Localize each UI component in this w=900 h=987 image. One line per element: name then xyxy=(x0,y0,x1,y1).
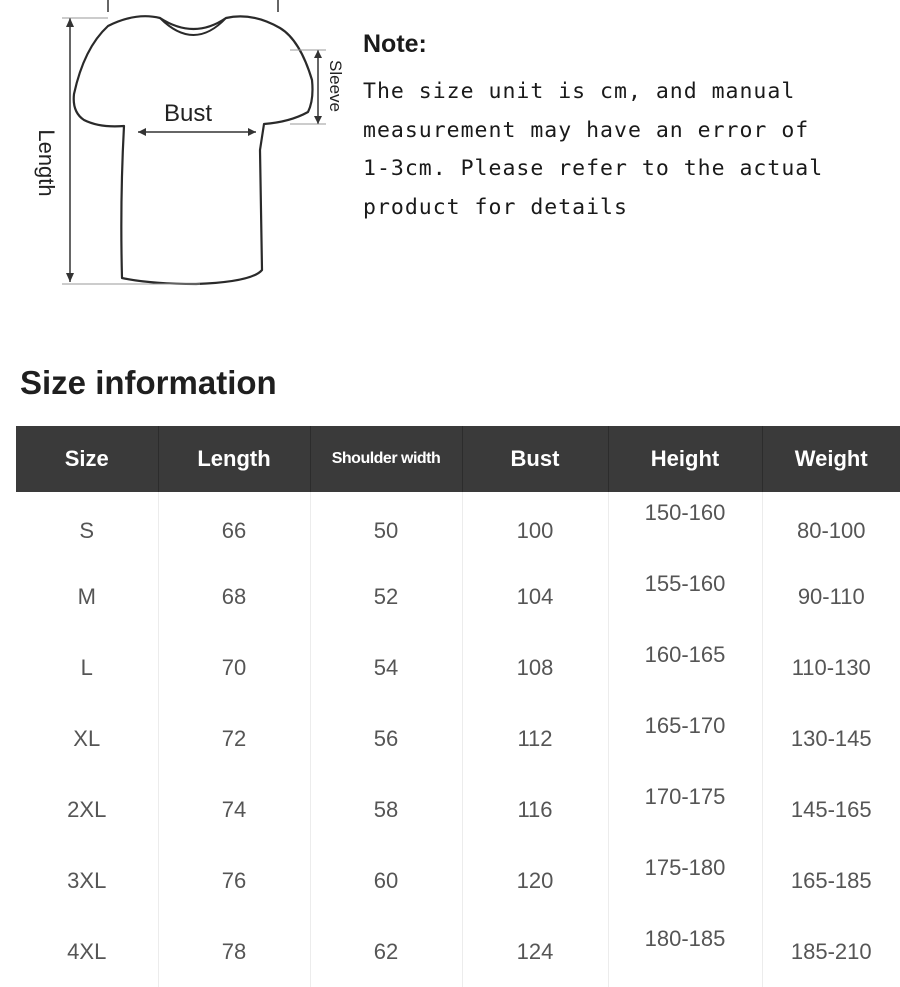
table-header-row xyxy=(16,426,900,492)
cell-size: M xyxy=(16,561,158,632)
table-row xyxy=(16,916,900,987)
column-header-shoulder-width: Shoulder width xyxy=(310,426,462,492)
cell-size: 3XL xyxy=(16,845,158,916)
note-line: product for details xyxy=(363,194,628,220)
cell-bust: 104 xyxy=(462,561,608,632)
table-row xyxy=(16,492,900,561)
note-text xyxy=(363,73,883,227)
cell-height: 180-185 xyxy=(608,916,762,987)
cell-weight: 130-145 xyxy=(762,703,900,774)
cell-shoulder-width: 62 xyxy=(310,916,462,987)
table-row xyxy=(16,845,900,916)
cell-bust: 116 xyxy=(462,774,608,845)
column-header-size: Size xyxy=(16,426,158,492)
cell-length: 78 xyxy=(158,916,310,987)
cell-length: 74 xyxy=(158,774,310,845)
cell-length: 70 xyxy=(158,632,310,703)
note-line: The size unit is cm, and manual xyxy=(363,79,796,104)
sleeve-label: Sleeve xyxy=(326,60,345,112)
table-row xyxy=(16,561,900,632)
cell-size: S xyxy=(16,492,158,561)
cell-height: 175-180 xyxy=(608,845,762,916)
cell-height: 165-170 xyxy=(608,703,762,774)
table-row xyxy=(16,774,900,845)
cell-shoulder-width: 60 xyxy=(310,845,462,916)
note-title: Note: xyxy=(363,30,427,58)
cell-weight: 165-185 xyxy=(762,845,900,916)
column-header-bust: Bust xyxy=(462,426,608,492)
cell-bust: 112 xyxy=(462,703,608,774)
table-row xyxy=(16,703,900,774)
tshirt-diagram xyxy=(0,0,350,300)
cell-height: 170-175 xyxy=(608,774,762,845)
cell-weight: 110-130 xyxy=(762,632,900,703)
cell-size: L xyxy=(16,632,158,703)
column-header-weight: Weight xyxy=(762,426,900,492)
cell-height: 150-160 xyxy=(608,492,762,561)
cell-weight: 80-100 xyxy=(762,492,900,561)
cell-weight: 90-110 xyxy=(762,561,900,632)
cell-bust: 124 xyxy=(462,916,608,987)
cell-shoulder-width: 54 xyxy=(310,632,462,703)
cell-height: 155-160 xyxy=(608,561,762,632)
note-line: measurement may have an error of xyxy=(363,117,810,143)
cell-size: 2XL xyxy=(16,774,158,845)
length-label: Length xyxy=(34,129,59,197)
cell-length: 76 xyxy=(158,845,310,916)
cell-weight: 185-210 xyxy=(762,916,900,987)
table-row xyxy=(16,632,900,703)
cell-size: XL xyxy=(16,703,158,774)
column-header-length: Length xyxy=(158,426,310,492)
cell-shoulder-width: 50 xyxy=(310,492,462,561)
note-line: 1-3cm. Please refer to the actual xyxy=(363,156,824,181)
note-block xyxy=(363,30,883,227)
cell-bust: 120 xyxy=(462,845,608,916)
bust-label: Bust xyxy=(164,100,213,127)
column-header-height: Height xyxy=(608,426,762,492)
cell-size: 4XL xyxy=(16,916,158,987)
cell-weight: 145-165 xyxy=(762,774,900,845)
cell-shoulder-width: 56 xyxy=(310,703,462,774)
cell-bust: 108 xyxy=(462,632,608,703)
cell-length: 66 xyxy=(158,492,310,561)
cell-height: 160-165 xyxy=(608,632,762,703)
cell-shoulder-width: 58 xyxy=(310,774,462,845)
cell-length: 72 xyxy=(158,703,310,774)
cell-length: 68 xyxy=(158,561,310,632)
cell-shoulder-width: 52 xyxy=(310,561,462,632)
cell-bust: 100 xyxy=(462,492,608,561)
section-title: Size information xyxy=(20,364,277,401)
size-table xyxy=(16,426,900,987)
